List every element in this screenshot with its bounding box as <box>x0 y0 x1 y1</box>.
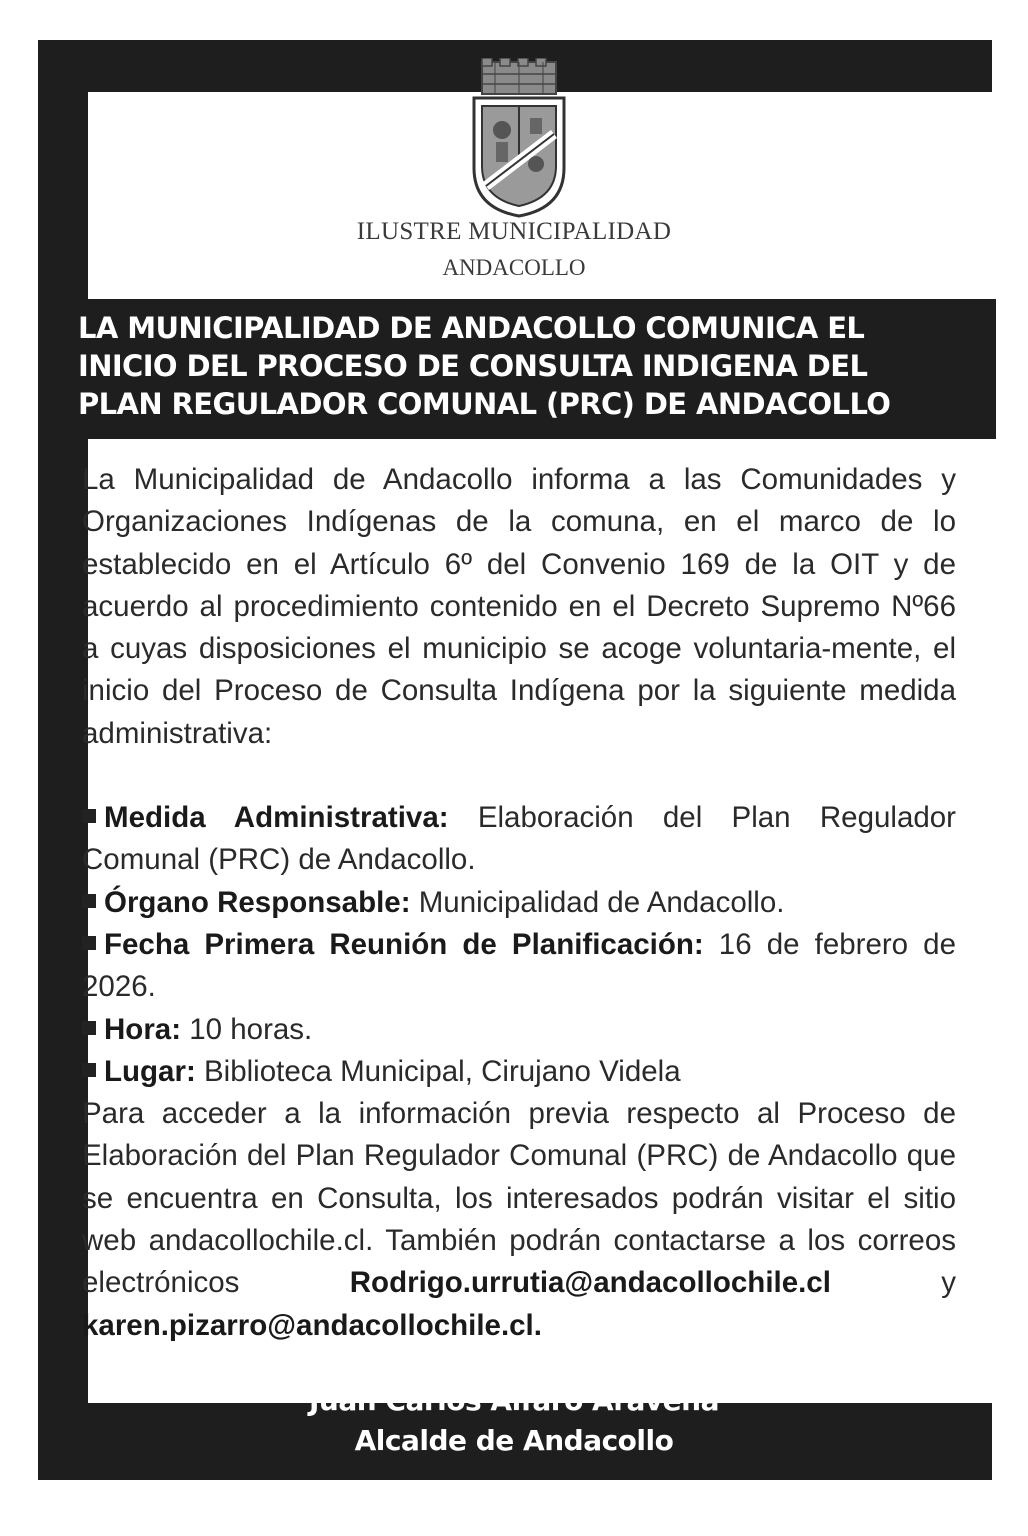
closing-connector: y <box>830 1266 957 1300</box>
org-name: ILUSTRE MUNICIPALIDAD <box>356 218 672 245</box>
signature-role: Alcalde de Andacollo <box>354 1424 674 1457</box>
item-value: 10 horas. <box>181 1012 313 1046</box>
notice-text <box>82 459 956 1347</box>
signature-name: Juan Carlos Alfaro Aravena <box>308 1384 719 1417</box>
bullet-square-icon <box>82 1063 96 1077</box>
item-value: Biblioteca Municipal, Cirujano Videla <box>195 1054 681 1088</box>
item-label: Órgano Responsable: <box>104 885 411 919</box>
notice-title <box>78 309 978 423</box>
item-value: 16 de febrero de 2026. <box>82 927 956 1004</box>
list-item <box>82 1051 956 1093</box>
item-value: Elaboración del Plan Regulador Comunal (PRC) de Andacollo. <box>82 801 956 877</box>
item-label: Hora: <box>104 1012 182 1046</box>
title-line-3: PLAN REGULADOR COMUNAL (PRC) DE ANDACOLLO <box>78 387 891 421</box>
item-label: Medida Administrativa: <box>104 801 449 835</box>
municipal-coat-of-arms-icon <box>470 58 568 218</box>
email-link-1[interactable]: Rodrigo.urrutia@andacollochile.cl <box>349 1266 831 1300</box>
bullet-square-icon <box>82 894 96 908</box>
title-line-2: INICIO DEL PROCESO DE CONSULTA INDIGENA DEL <box>78 349 868 383</box>
email-link-2[interactable]: karen.pizarro@andacollochile.cl. <box>82 1308 542 1342</box>
list-item <box>82 924 956 1009</box>
item-value: Municipalidad de Andacollo. <box>410 885 785 919</box>
closing-paragraph <box>82 1093 956 1347</box>
list-item <box>82 797 956 882</box>
item-label: Lugar: <box>104 1054 196 1088</box>
header <box>0 0 1028 295</box>
list-item <box>82 1009 956 1051</box>
list-item <box>82 882 956 924</box>
item-label: Fecha Primera Reunión de Planificación: <box>104 927 704 961</box>
closing-text: Para acceder a la información previa respecto al Proceso de Elaboración del Plan Regulador Comunal (PRC) de Andacollo que se encuentra en Consulta, los interesados podrán visitar el sitio web andacollochile.cl. También podrán contactarse a los correos electrónicos <box>82 1097 956 1300</box>
bullet-square-icon <box>82 1021 96 1035</box>
title-line-1: LA MUNICIPALIDAD DE ANDACOLLO COMUNICA EL <box>78 311 865 345</box>
bullet-square-icon <box>82 809 96 823</box>
bullet-square-icon <box>82 936 96 950</box>
intro-paragraph: La Municipalidad de Andacollo informa a las Comunidades y Organizaciones Indígenas de la comuna, en el marco de lo establecido en el Artículo 6º del Convenio 169 de la OIT y de acuerdo al procedimiento contenido en el Decreto Supremo Nº66 a cuyas disposiciones el municipio se acoge voluntaria-mente, el inicio del Proceso de Consulta Indígena por la siguiente medida administrativa: <box>82 463 956 750</box>
org-city: ANDACOLLO <box>442 255 586 280</box>
